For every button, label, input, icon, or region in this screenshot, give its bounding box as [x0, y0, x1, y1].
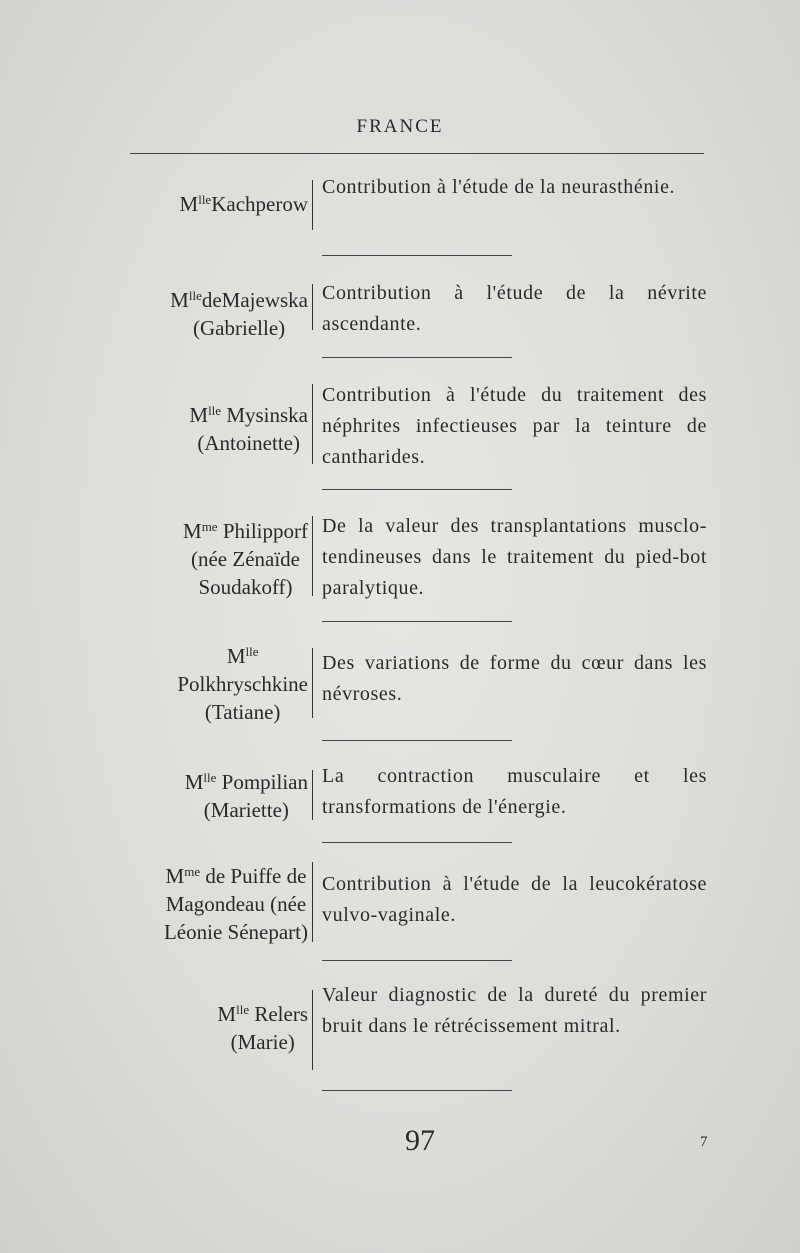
author-name: $M^{lle}$ Pompilian (Mariette): [184, 770, 308, 822]
signature-mark: 7: [700, 1134, 708, 1150]
thesis-title: Valeur diagnostic de la dureté du premier bruit dans le rétrécissement mitral.: [322, 984, 707, 1037]
column-bar: [312, 284, 313, 330]
entry-separator: [322, 621, 512, 622]
entry-separator: [322, 489, 512, 490]
author-name: $M^{lle}$ Mysinska (Antoinette): [189, 403, 308, 455]
running-title: FRANCE: [356, 116, 444, 137]
column-bar: [312, 384, 313, 464]
header-rule: [130, 153, 704, 154]
author-name: $M^{lle}Kachperow$: [179, 192, 308, 216]
author-name: $M^{me}$ de Puiffe de Magondeau (née Léonie Sénepart): [163, 864, 308, 944]
entry-separator: [322, 357, 512, 358]
entry-separator: [322, 255, 512, 256]
thesis-title: Contribution à l'étude de la neurasthénie.: [322, 176, 676, 198]
column-bar: [312, 516, 313, 596]
column-bar: [312, 180, 313, 230]
author-name: $M^{me}$ Philipporf (née Zénaïde Soudakoff): [183, 519, 308, 599]
column-bar: [312, 770, 313, 820]
thesis-title: Des variations de forme du cœur dans les névroses.: [322, 652, 707, 705]
author-name: $M^{lle}$ Relers (Marie): [217, 1002, 308, 1054]
column-bar: [312, 990, 313, 1070]
author-name: $M^{lle}deMajewska$ (Gabrielle): [170, 288, 308, 340]
thesis-title: Contribution à l'étude de la leucokératose vulvo-vaginale.: [322, 873, 707, 926]
entry-separator: [322, 1090, 512, 1091]
thesis-title: Contribution à l'étude du traitement des néphrites infectieuses par la teinture de cantharides.: [322, 384, 707, 468]
thesis-title: Contribution à l'étude de la névrite ascendante.: [322, 282, 707, 335]
author-name: $M^{lle}$ Polkhryschkine (Tatiane): [177, 644, 308, 724]
column-bar: [312, 648, 313, 718]
thesis-title: La contraction musculaire et les transformations de l'énergie.: [322, 765, 707, 818]
entry-separator: [322, 842, 512, 843]
column-bar: [312, 862, 313, 942]
thesis-title: De la valeur des transplantations musclo-tendineuses dans le traitement du pied-bot paralytique.: [322, 515, 707, 599]
page-number: 97: [405, 1124, 435, 1157]
entry-separator: [322, 740, 512, 741]
entry-separator: [322, 960, 512, 961]
